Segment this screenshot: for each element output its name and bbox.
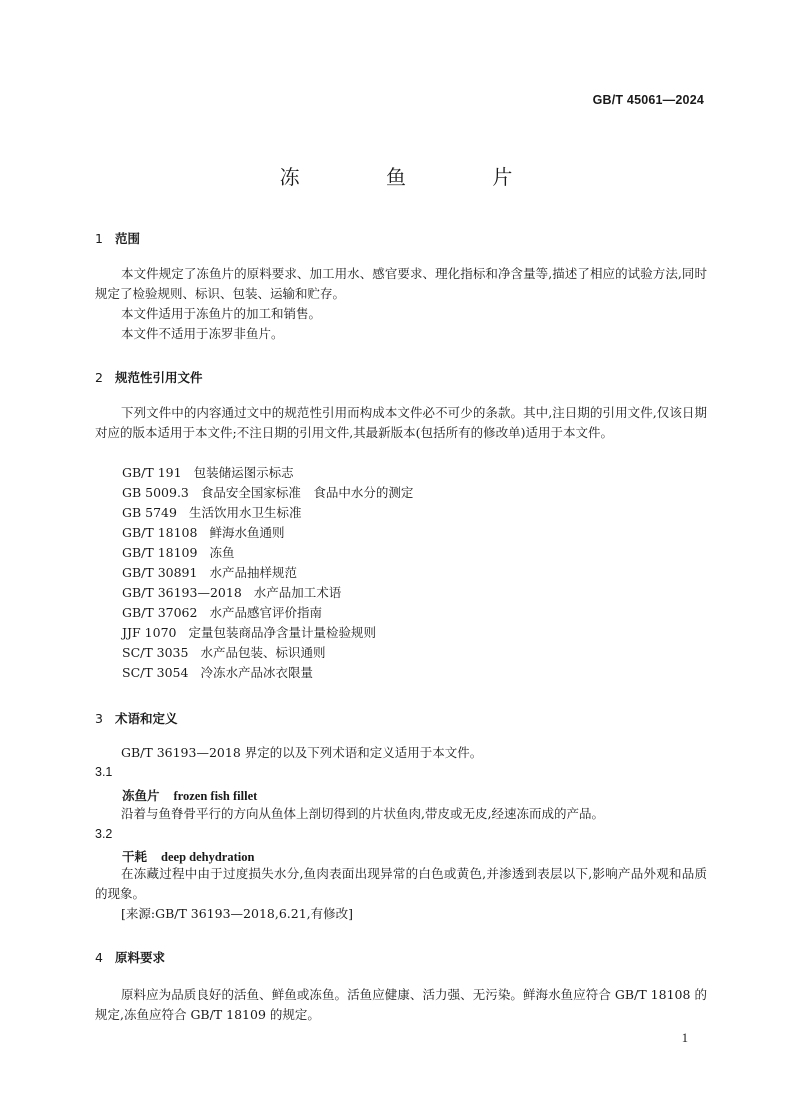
reference-code: GB/T 30891	[122, 565, 198, 580]
reference-name: 包装储运图示标志	[193, 465, 294, 480]
reference-name: 鲜海水鱼通则	[209, 525, 285, 540]
reference-item	[122, 643, 325, 663]
page-number: 1	[681, 1031, 688, 1045]
reference-code: GB/T 36193—2018	[122, 585, 242, 600]
term-chinese: 冻鱼片	[122, 788, 160, 803]
reference-name: 水产品感官评价指南	[209, 605, 322, 620]
section-heading-normative-refs	[95, 368, 203, 386]
reference-name: 生活饮用水卫生标准	[188, 505, 302, 520]
reference-item	[122, 483, 413, 503]
section-heading-raw-materials	[95, 948, 165, 966]
standard-code: GB/T 45061—2024	[592, 93, 704, 107]
term-definition: 沿着与鱼脊骨平行的方向从鱼体上剖切得到的片状鱼肉,带皮或无皮,经速冻而成的产品。	[121, 806, 604, 821]
term-english: frozen fish fillet	[173, 789, 258, 803]
scope-paragraph: 本文件规定了冻鱼片的原料要求、加工用水、感官要求、理化指标和净含量等,描述了相应的试验方法,同时规定了检验规则、标识、包装、运输和贮存。	[95, 266, 707, 301]
reference-item	[122, 663, 313, 683]
document-title: 冻 鱼 片	[279, 165, 553, 189]
section-number: 3	[95, 711, 103, 726]
term-english: deep dehydration	[161, 850, 255, 864]
term-definition: 在冻藏过程中由于过度损失水分,鱼肉表面出现异常的白色或黄色,并渗透到表层以下,影响产品外观和品质的现象。	[95, 866, 707, 901]
normative-refs-intro: 下列文件中的内容通过文中的规范性引用而构成本文件必不可少的条款。其中,注日期的引用文件,仅该日期对应的版本适用于本文件;不注日期的引用文件,其最新版本(包括所有的修改单)适用于本文件。	[95, 405, 707, 440]
term-entry	[122, 786, 257, 804]
reference-item	[122, 603, 322, 623]
section-number: 1	[95, 231, 103, 246]
reference-item	[122, 623, 376, 643]
clause-number: 3.2	[95, 827, 113, 841]
reference-item	[122, 543, 234, 563]
reference-name: 食品安全国家标准 食品中水分的测定	[200, 485, 414, 500]
reference-code: GB 5009.3	[122, 485, 189, 500]
reference-code: GB/T 37062	[122, 605, 198, 620]
clause-number: 3.1	[95, 765, 113, 779]
reference-code: GB/T 18108	[122, 525, 198, 540]
section-number: 4	[95, 950, 103, 965]
section-number: 2	[95, 370, 103, 385]
reference-name: 水产品加工术语	[253, 585, 342, 600]
reference-name: 水产品包装、标识通则	[200, 645, 326, 660]
reference-name: 冻鱼	[209, 545, 235, 560]
section-title: 原料要求	[115, 950, 166, 965]
reference-code: GB/T 191	[122, 465, 182, 480]
section-heading-terms	[95, 709, 178, 727]
reference-code: GB 5749	[122, 505, 177, 520]
reference-code: JJF 1070	[122, 625, 177, 640]
term-source: [来源:GB/T 36193—2018,6.21,有修改]	[121, 906, 354, 921]
reference-name: 定量包装商品净含量计量检验规则	[188, 625, 376, 640]
scope-paragraph: 本文件不适用于冻罗非鱼片。	[121, 326, 284, 341]
section-title: 规范性引用文件	[115, 370, 203, 385]
reference-name: 冷冻水产品冰衣限量	[200, 665, 313, 680]
reference-item	[122, 523, 284, 543]
term-chinese: 干耗	[122, 849, 148, 864]
terms-intro: GB/T 36193—2018 界定的以及下列术语和定义适用于本文件。	[121, 745, 483, 760]
reference-name: 水产品抽样规范	[209, 565, 297, 580]
section-title: 范围	[115, 231, 141, 246]
reference-item	[122, 583, 341, 603]
raw-materials-paragraph: 原料应为品质良好的活鱼、鲜鱼或冻鱼。活鱼应健康、活力强、无污染。鲜海水鱼应符合 GB/T 18108 的规定,冻鱼应符合 GB/T 18109 的规定。	[95, 987, 707, 1022]
section-title: 术语和定义	[115, 711, 178, 726]
scope-paragraph: 本文件适用于冻鱼片的加工和销售。	[121, 306, 322, 321]
reference-item	[122, 563, 297, 583]
reference-code: SC/T 3035	[122, 645, 189, 660]
reference-item	[122, 503, 301, 523]
term-entry	[122, 847, 254, 865]
reference-code: SC/T 3054	[122, 665, 189, 680]
reference-code: GB/T 18109	[122, 545, 198, 560]
reference-item	[122, 463, 294, 483]
section-heading-scope	[95, 229, 140, 247]
